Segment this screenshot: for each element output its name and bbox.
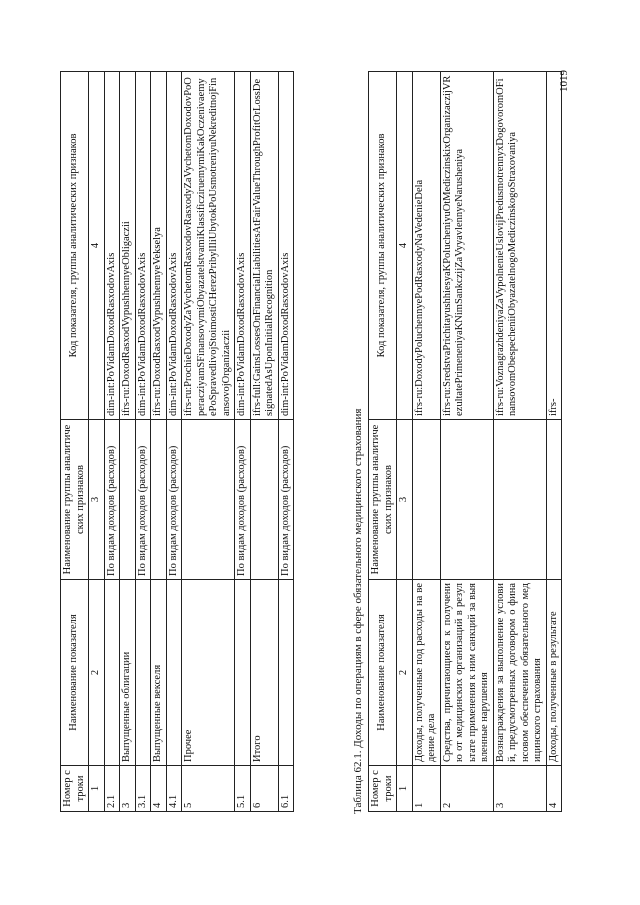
table-row xyxy=(412,72,440,812)
column-number: 2 xyxy=(397,580,413,766)
row-name: Выпущенные облигации xyxy=(120,580,136,766)
row-name xyxy=(104,580,120,766)
row-number: 4 xyxy=(546,766,562,812)
table-2-header xyxy=(369,72,397,812)
row-group xyxy=(546,420,562,580)
row-group xyxy=(120,420,136,580)
row-name xyxy=(166,580,182,766)
row-code: ifrs-ru:ProchieDoxodyZaVychetomRasxodovRasxodyZaVychetomDoxodovPoOperacziyamSFinansovymiObyazatelstvamiKlassificziruemymiKakOczenivaemyePoSpravedlivojStoimostiCHerezPribylIliUbytokPoUsmotreniyuNekreditnojFinansovojOrganizaczii xyxy=(182,72,235,420)
row-code: dim-int:PoVidamDoxodRasxodovAxis xyxy=(135,72,151,420)
rotated-content xyxy=(50,52,590,852)
row-code: ifrs-ru:VoznagrazhdeniyaZaVypolnenieUslovijPredusmotrennyxDogovoromOFinansovomObespecheniiObyazatelnogoMediczinskogoStraxovaniya xyxy=(493,72,546,420)
row-name xyxy=(278,580,294,766)
row-group xyxy=(412,420,440,580)
row-code: ifrs-ru:DoxodRasxodVypushhennyeObligaczii xyxy=(120,72,136,420)
table-row xyxy=(546,72,562,812)
row-name: Итого xyxy=(250,580,278,766)
row-number: 6.1 xyxy=(278,766,294,812)
table-row xyxy=(493,72,546,812)
page-number: 1019 xyxy=(558,70,570,92)
header-indicator-name: Наименование показателя xyxy=(369,580,397,766)
column-number: 1 xyxy=(397,766,413,812)
table-2 xyxy=(368,71,562,812)
row-name xyxy=(135,580,151,766)
row-number: 3 xyxy=(120,766,136,812)
table-1-column-numbers xyxy=(89,72,105,812)
row-group xyxy=(151,420,167,580)
row-number: 4.1 xyxy=(166,766,182,812)
row-group: По видам доходов (расходов) xyxy=(278,420,294,580)
table-row xyxy=(120,72,136,812)
row-code: dim-int:PoVidamDoxodRasxodovAxis xyxy=(235,72,251,420)
column-number: 3 xyxy=(89,420,105,580)
column-number: 2 xyxy=(89,580,105,766)
header-code: Код показателя, группы аналитических признаков xyxy=(369,72,397,420)
row-code: dim-int:PoVidamDoxodRasxodovAxis xyxy=(278,72,294,420)
row-code: ifrs-full:GainsLossesOnFinancialLiabilitiesAtFairValueThroughProfitOrLossDesignatedAsUponInitialRecognition xyxy=(250,72,278,420)
row-group xyxy=(250,420,278,580)
row-group: По видам доходов (расходов) xyxy=(235,420,251,580)
table-2-column-numbers xyxy=(397,72,413,812)
row-name: Доходы, полученные в результате xyxy=(546,580,562,766)
row-name: Доходы, полученные под расходы на ведение дела xyxy=(412,580,440,766)
column-number: 3 xyxy=(397,420,413,580)
row-name: Средства, причитающиеся к получению от медицинских организаций в результате применения к ним санкций за выявленные нарушения xyxy=(440,580,493,766)
row-number: 1 xyxy=(412,766,440,812)
row-code: ifrs-ru:SredstvaPrichitayushhiesyaKPolucheniyuOtMediczinskixOrganizaczijVRezultatePrimeneniyaKNimSankczijZaVyyavlennyeNarusheniya xyxy=(440,72,493,420)
header-indicator-name: Наименование показателя xyxy=(61,580,89,766)
header-row-number: Номер строки xyxy=(61,766,89,812)
row-code: ifrs-ru:DoxodRasxodVypushhennyeVekselya xyxy=(151,72,167,420)
table-row xyxy=(104,72,120,812)
table-row xyxy=(166,72,182,812)
row-number: 6 xyxy=(250,766,278,812)
table-row xyxy=(235,72,251,812)
table-row xyxy=(440,72,493,812)
row-group: По видам доходов (расходов) xyxy=(104,420,120,580)
row-number: 2 xyxy=(440,766,493,812)
row-name xyxy=(235,580,251,766)
column-number: 1 xyxy=(89,766,105,812)
row-number: 3.1 xyxy=(135,766,151,812)
row-group xyxy=(182,420,235,580)
row-code: ifrs-ru:DoxodyPoluchennyePodRasxodyNaVedenieDela xyxy=(412,72,440,420)
header-group-name: Наименование группы аналитических признаков xyxy=(369,420,397,580)
row-code: dim-int:PoVidamDoxodRasxodovAxis xyxy=(104,72,120,420)
row-name: Прочее xyxy=(182,580,235,766)
column-number: 4 xyxy=(89,72,105,420)
row-group xyxy=(493,420,546,580)
table-1 xyxy=(60,71,294,812)
row-group: По видам доходов (расходов) xyxy=(135,420,151,580)
row-number: 2.1 xyxy=(104,766,120,812)
row-group xyxy=(440,420,493,580)
table-row xyxy=(278,72,294,812)
table-1-header xyxy=(61,72,89,812)
table-row xyxy=(151,72,167,812)
header-code: Код показателя, группы аналитических признаков xyxy=(61,72,89,420)
header-group-name: Наименование группы аналитических признаков xyxy=(61,420,89,580)
row-code: ifrs- xyxy=(546,72,562,420)
row-name: Выпущенные векселя xyxy=(151,580,167,766)
column-number: 4 xyxy=(397,72,413,420)
header-row-number: Номер строки xyxy=(369,766,397,812)
row-name: Вознаграждения за выполнение условий, предусмотренных договором о финансовом обеспечении обязательного медицинского страхования xyxy=(493,580,546,766)
row-number: 3 xyxy=(493,766,546,812)
table-row xyxy=(182,72,235,812)
table-row xyxy=(250,72,278,812)
row-number: 4 xyxy=(151,766,167,812)
row-code: dim-int:PoVidamDoxodRasxodovAxis xyxy=(166,72,182,420)
table-row xyxy=(135,72,151,812)
row-group: По видам доходов (расходов) xyxy=(166,420,182,580)
row-number: 5 xyxy=(182,766,235,812)
row-number: 5.1 xyxy=(235,766,251,812)
table-2-caption: Таблица 62.1. Доходы по операциям в сфере обязательного медицинского страхования xyxy=(352,408,364,814)
